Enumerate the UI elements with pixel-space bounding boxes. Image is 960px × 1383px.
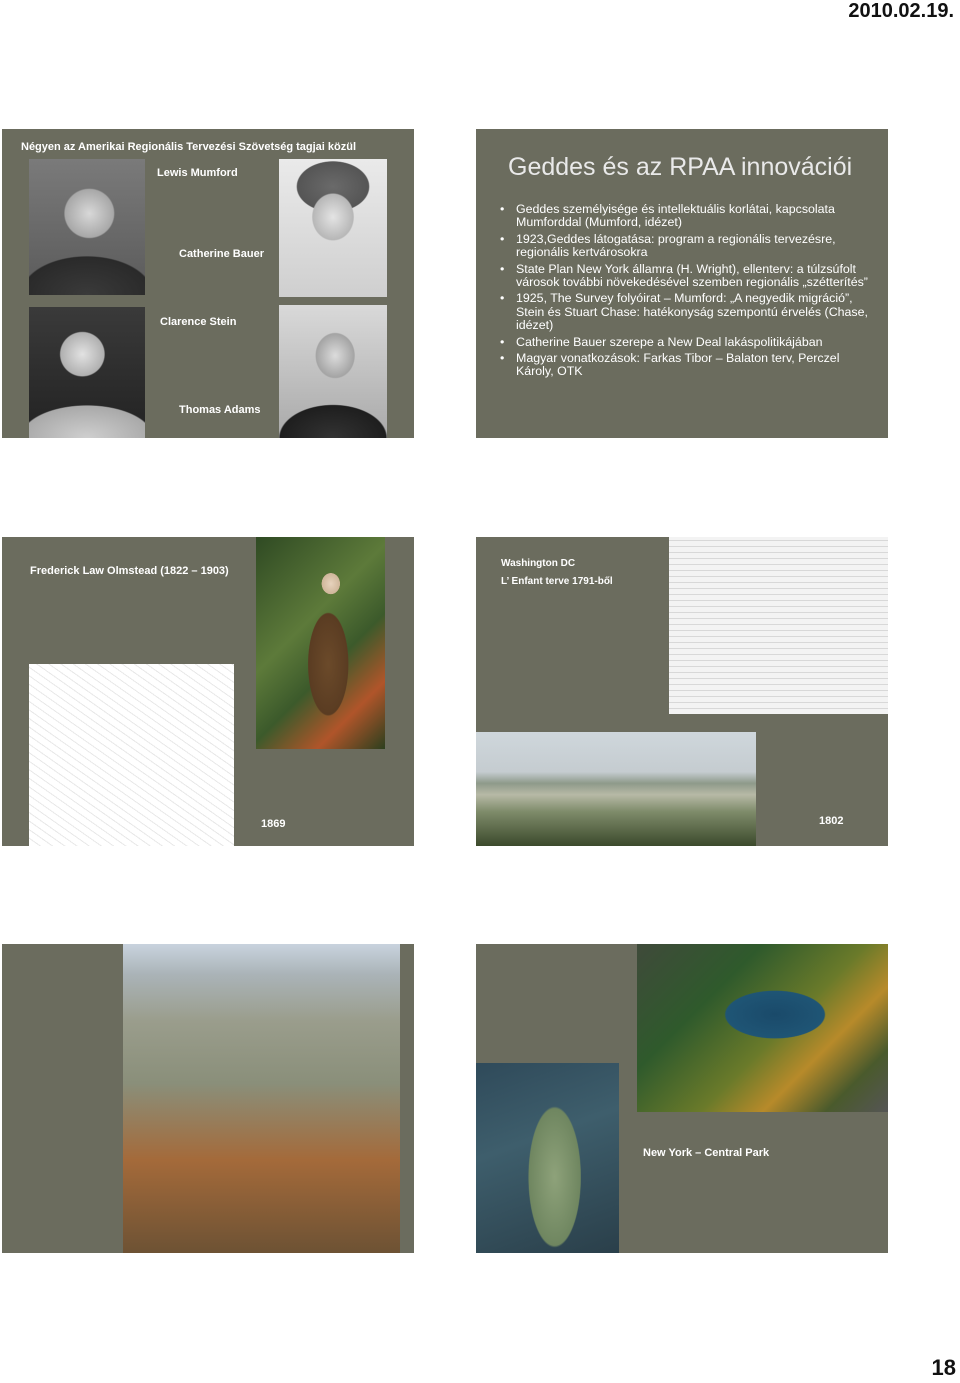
slide-caption: New York – Central Park — [643, 1147, 770, 1159]
slide-olmstead — [2, 537, 414, 846]
photo-dc-aerial — [123, 944, 400, 1253]
year-label: 1869 — [261, 818, 286, 830]
slide-central-park — [476, 944, 888, 1253]
portrait-lewis-mumford — [29, 159, 145, 295]
portrait-catherine-bauer — [279, 159, 387, 297]
slide-title: Frederick Law Olmstead (1822 – 1903) — [30, 565, 229, 577]
slide-rpaa-members — [2, 129, 414, 438]
painting-olmstead — [256, 537, 385, 749]
portrait-thomas-adams — [279, 305, 387, 438]
bullet-item: • 1925, The Survey folyóirat – Mumford: „A negyedik migráció”, Stein és Stuart Chase: hatékonyság szempontú érvelés (Chase, idézet) — [500, 292, 870, 332]
slide-title: Washington DC — [501, 558, 576, 569]
bullet-item: • Catherine Bauer szerepe a New Deal lakáspolitikájában — [500, 336, 870, 349]
bullet-list — [500, 203, 870, 382]
bullet-item: • Geddes személyisége és intellektuális korlátai, kapcsolata Mumforddal (Mumford, idézet) — [500, 203, 870, 230]
slide-geddes-rpaa — [476, 129, 888, 438]
bullet-item: • State Plan New York államra (H. Wright), ellenterv: a túlzsúfolt városok további növekedésével szemben regionális „szétterítés” — [500, 263, 870, 290]
label-clarence-stein: Clarence Stein — [160, 316, 237, 328]
document-date: 2010.02.19. — [848, 0, 954, 22]
slide-washington-dc — [476, 537, 888, 846]
bullet-item: • 1923,Geddes látogatása: program a regionális tervezésre, regionális kertvárosokra — [500, 233, 870, 260]
map-riverside-plan — [29, 664, 234, 846]
map-lenfant-plan — [669, 537, 888, 714]
slide-dc-aerial — [2, 944, 414, 1253]
photo-new-york-satellite — [476, 1063, 619, 1253]
painting-washington-panorama — [476, 732, 756, 846]
label-thomas-adams: Thomas Adams — [179, 404, 261, 416]
slide-title: Geddes és az RPAA innovációi — [508, 153, 853, 181]
year-label: 1802 — [819, 815, 844, 827]
portrait-clarence-stein — [29, 307, 145, 438]
bullet-item: • Magyar vonatkozások: Farkas Tibor – Balaton terv, Perczel Károly, OTK — [500, 352, 870, 379]
photo-central-park-aerial — [637, 944, 888, 1112]
slide-title: Négyen az Amerikai Regionális Tervezési Szövetség tagjai közül — [21, 141, 357, 153]
label-catherine-bauer: Catherine Bauer — [179, 248, 264, 260]
slide-subtitle: L’ Enfant terve 1791-ből — [501, 576, 613, 587]
page-number: 18 — [931, 1355, 956, 1380]
label-lewis-mumford: Lewis Mumford — [157, 167, 238, 179]
